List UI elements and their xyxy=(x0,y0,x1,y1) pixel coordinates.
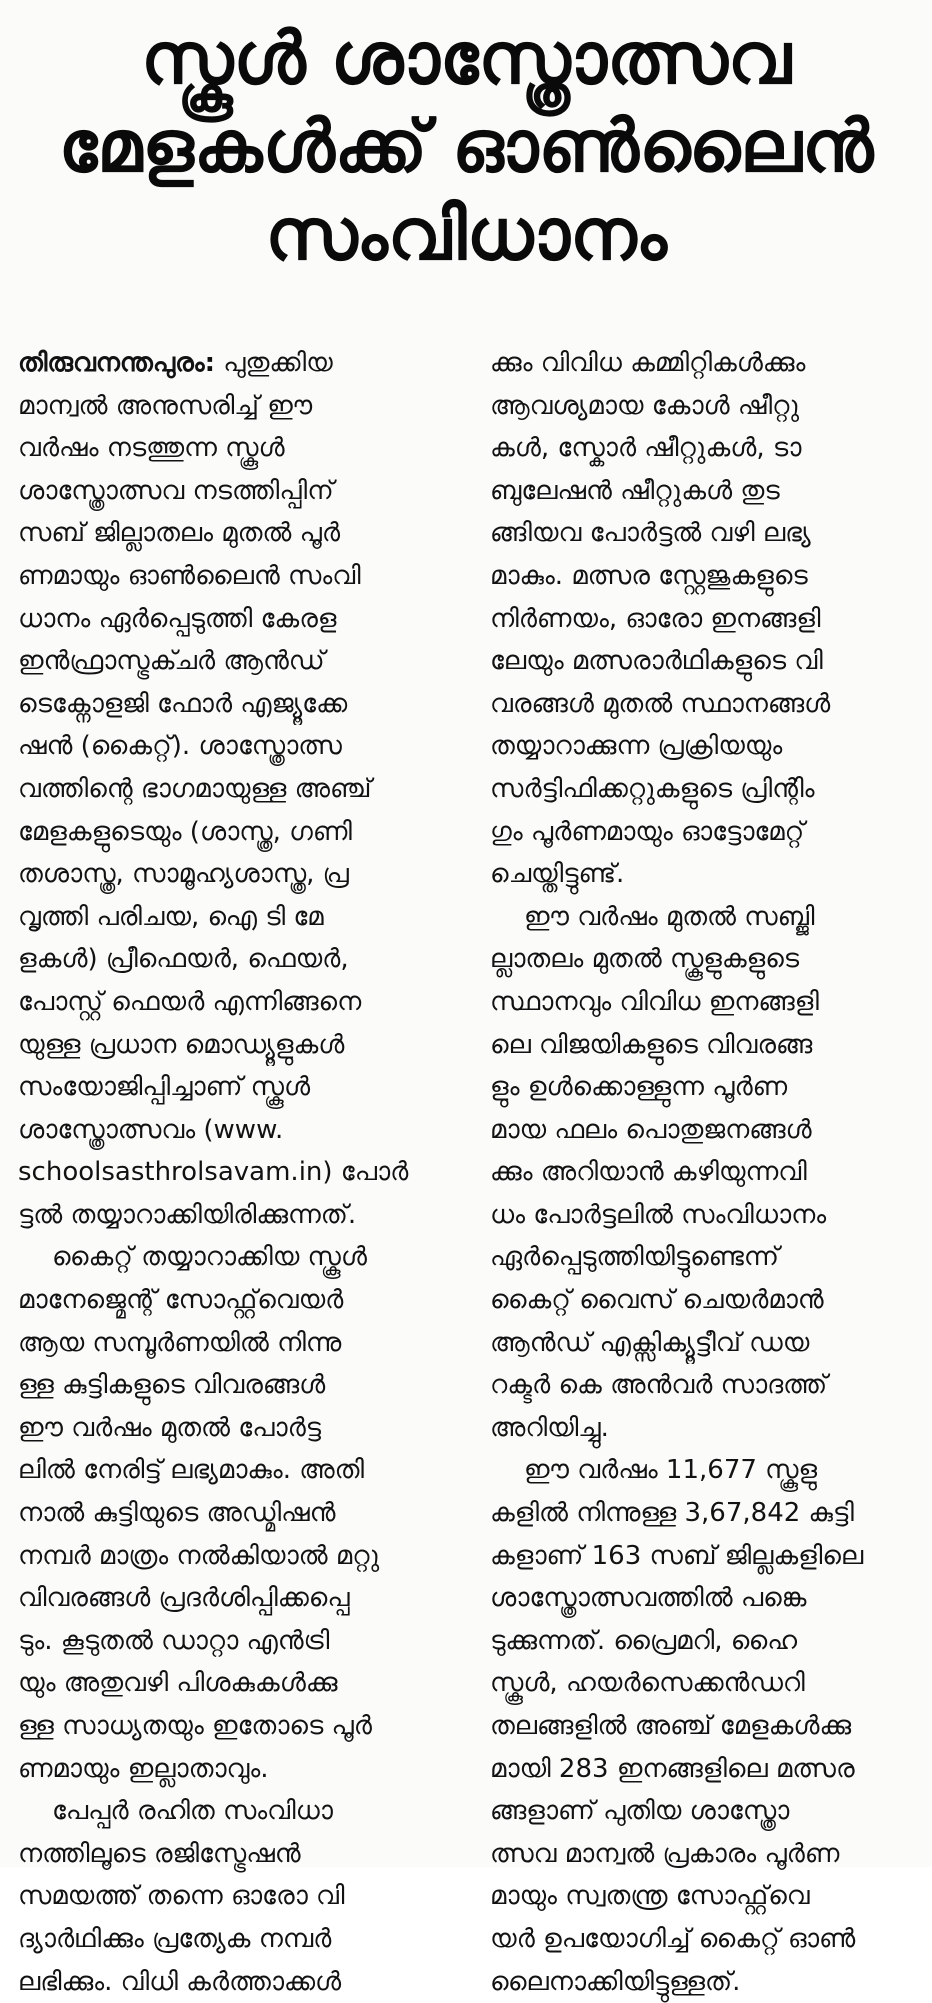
text-line: ക്കും വിവിധ കമ്മിറ്റികൾക്കും xyxy=(490,348,806,378)
text-line: ലൈനാക്കിയിട്ടുള്ളത്. xyxy=(490,1966,741,1997)
text-line: കളാണ് 163 സബ് ജില്ലകളിലെ xyxy=(490,1540,864,1571)
text-line: ഈ വർഷം മുതൽ പോർട്ട xyxy=(18,1412,322,1443)
text-line: ധാനം ഏർപ്പെടുത്തി കേരള xyxy=(18,603,337,634)
text-line: തശാസ്ത്ര, സാമൂഹ്യശാസ്ത്ര, പ്ര xyxy=(18,859,349,890)
text-line: ങ്ങിയവ പോർട്ടൽ വഴി ലഭ്യ xyxy=(490,518,811,549)
text-line: ദ്യാർഥിക്കും പ്രത്യേക നമ്പർ xyxy=(18,1923,332,1954)
text-line: ലേയും മത്സരാർഥികളുടെ വി xyxy=(490,646,823,677)
text-line: ളകൾ) പ്രീഫെയർ, ഫെയർ, xyxy=(18,944,349,975)
text-line: മായും സ്വതന്ത്ര സോഫ്റ്റ്‌വെ xyxy=(490,1881,810,1912)
text-line: വത്തിന്റെ ഭാഗമായുള്ള അഞ്ച് xyxy=(18,773,372,804)
text-line: ങ്ങളാണ് പുതിയ ശാസ്ത്രോ xyxy=(490,1796,790,1827)
text-line: ശാസ്ത്രോത്സവത്തിൽ പങ്കെ xyxy=(490,1583,807,1614)
text-line: ഇൻഫ്രാസ്ട്രക്ചർ ആൻഡ് xyxy=(18,646,325,677)
text-line: ണമായും ഇല്ലാതാവും. xyxy=(18,1753,269,1784)
text-line: വരങ്ങൾ മുതൽ സ്ഥാനങ്ങൾ xyxy=(490,688,831,719)
text-line: ഗും പൂർണമായും ഓട്ടോമേറ്റ് xyxy=(490,816,805,847)
text-line: ചെയ്തിട്ടുണ്ട്. xyxy=(490,859,625,890)
text-line: ലെ വിജയികളുടെ വിവരങ്ങ xyxy=(490,1029,813,1060)
text-line: സ്ഥാനവും വിവിധ ഇനങ്ങളി xyxy=(490,986,819,1017)
text-line: സംയോജിപ്പിച്ചാണ് സ്കൂൾ xyxy=(18,1072,311,1103)
text-line: വർഷം നടത്തുന്ന സ്കൂൾ xyxy=(18,433,285,464)
text-line: ലിൽ നേരിട്ട് ലഭ്യമാകും. അതി xyxy=(18,1455,364,1486)
article-paragraph xyxy=(18,1790,460,2003)
headline-line: സംവിധാനം xyxy=(265,192,667,276)
text-line: യും അതുവഴി പിശകുകൾക്കു xyxy=(18,1668,338,1699)
text-line: കൾ, സ്കോർ ഷീറ്റുകൾ, ടാ xyxy=(490,433,802,464)
text-line: ള്ള സാധ്യതയും ഇതോടെ പൂർ xyxy=(18,1711,372,1741)
text-line: തലങ്ങളിൽ അഞ്ച് മേളകൾക്കു xyxy=(490,1711,852,1741)
article-paragraph xyxy=(18,1236,460,1790)
article-paragraph xyxy=(490,342,915,896)
text-line: നാൽ കുട്ടിയുടെ അഡ്മിഷൻ xyxy=(18,1498,336,1529)
text-line: യർ ഉപയോഗിച്ച് കൈറ്റ് ഓൺ xyxy=(490,1923,856,1954)
text-line: ടെക്നോളജി ഫോർ എജ്യൂക്കേ xyxy=(18,688,348,719)
dateline: തിരുവനന്തപുരം: xyxy=(18,348,215,378)
headline xyxy=(20,14,912,278)
text-line: ള്ള കുട്ടികളുടെ വിവരങ്ങൾ xyxy=(18,1370,326,1401)
text-line: തയ്യാറാക്കുന്ന പ്രക്രിയയും xyxy=(490,731,783,762)
text-line: അറിയിച്ചു. xyxy=(490,1412,609,1443)
text-line: നിർണയം, ഓരോ ഇനങ്ങളി xyxy=(490,603,821,634)
text-line: ഷൻ (കൈറ്റ്). ശാസ്ത്രോത്സ xyxy=(18,731,342,762)
article-column-right xyxy=(490,342,915,2003)
text-line: നമ്പർ മാത്രം നൽകിയാൽ മറ്റു xyxy=(18,1540,380,1571)
text-line-rest: പുതുക്കിയ xyxy=(214,348,333,378)
text-line: സർട്ടിഫിക്കറ്റുകളുടെ പ്രിന്റിം xyxy=(490,773,815,804)
text-line: ത്സവ മാന്വൽ പ്രകാരം പൂർണ xyxy=(490,1838,840,1869)
text-line: മാനേജ്മെന്റ് സോഫ്റ്റ്‌വെയർ xyxy=(18,1285,344,1316)
text-line: ട്ടൽ തയ്യാറാക്കിയിരിക്കുന്നത്. xyxy=(18,1199,357,1230)
text-line: മേളകളുടെയും (ശാസ്ത്ര, ഗണി xyxy=(18,816,352,847)
text-line: റക്ടർ കെ അൻവർ സാദത്ത് xyxy=(490,1370,828,1401)
article-paragraph xyxy=(490,1449,915,2003)
text-line: വിവരങ്ങൾ പ്രദർശിപ്പിക്കപ്പെ xyxy=(18,1583,350,1614)
headline-line: സ്കൂൾ ശാസ്ത്രോത്സവ xyxy=(140,16,792,100)
text-line: ശാസ്ത്രോത്സവം (www. xyxy=(18,1114,284,1145)
text-line: schoolsasthrolsavam.in) പോർ xyxy=(18,1157,409,1188)
text-line: ടുക്കുന്നത്. പ്രൈമറി, ഹൈ xyxy=(490,1625,798,1656)
text-line: സമയത്ത് തന്നെ ഓരോ വി xyxy=(18,1881,345,1912)
article-paragraph xyxy=(490,896,915,1450)
text-line: കളിൽ നിന്നുള്ള 3,67,842 കുട്ടി xyxy=(490,1498,854,1529)
headline-line: മേളകൾക്ക് ഓൺലൈൻ xyxy=(58,104,874,188)
text-line: ഈ വർഷം 11,677 സ്കൂളു xyxy=(524,1455,818,1486)
text-line: ളും ഉൾക്കൊള്ളുന്ന പൂർണ xyxy=(490,1072,788,1103)
text-line: മായി 283 ഇനങ്ങളിലെ മത്സര xyxy=(490,1753,855,1784)
text-line: കൈറ്റ് തയ്യാറാക്കിയ സ്കൂൾ xyxy=(52,1242,367,1273)
article-column-left xyxy=(18,342,460,2003)
text-line: പോസ്റ്റ് ഫെയർ എന്നിങ്ങനെ xyxy=(18,986,362,1017)
text-line: സ്കൂൾ, ഹയർസെക്കൻഡറി xyxy=(490,1668,805,1699)
text-line: ല്ലാതലം മുതൽ സ്കൂളുകളുടെ xyxy=(490,944,800,975)
text-line: വൃത്തി പരിചയ, ഐ ടി മേ xyxy=(18,901,324,932)
text-line: പേപ്പർ രഹിത സംവിധാ xyxy=(52,1796,333,1827)
text-line: ആയ സമ്പൂർണയിൽ നിന്നു xyxy=(18,1327,342,1358)
text-line: യുള്ള പ്രധാന മൊഡ്യൂളുകൾ xyxy=(18,1029,345,1060)
text-line: മായ ഫലം പൊതുജനങ്ങൾ xyxy=(490,1114,812,1145)
text-line xyxy=(18,342,460,385)
text-line: ടും. കൂടുതൽ ഡാറ്റാ എൻട്രി xyxy=(18,1625,330,1656)
text-line: ക്കും അറിയാൻ കഴിയുന്നവി xyxy=(490,1157,807,1188)
text-line: ണമായും ഓൺലൈൻ സംവി xyxy=(18,560,361,591)
article-paragraph xyxy=(18,342,460,1236)
text-line: ഈ വർഷം മുതൽ സബ്ജി xyxy=(524,901,815,932)
text-line: ആവശ്യമായ കോൾ ഷീറ്റു xyxy=(490,390,800,421)
text-line: ആൻഡ് എക്സിക്യൂട്ടീവ് ഡയ xyxy=(490,1327,810,1358)
text-line: ഏർപ്പെടുത്തിയിട്ടുണ്ടെന്ന് xyxy=(490,1242,779,1273)
text-line: സബ് ജില്ലാതലം മുതൽ പൂർ xyxy=(18,518,341,549)
text-line: ധം പോർട്ടലിൽ സംവിധാനം xyxy=(490,1199,827,1230)
text-line: ശാസ്ത്രോത്സവ നടത്തിപ്പിന് xyxy=(18,475,334,506)
text-line: കൈറ്റ് വൈസ് ചെയർമാൻ xyxy=(490,1285,824,1316)
text-line: മാകും. മത്സര സ്റ്റേജുകളുടെ xyxy=(490,560,808,591)
text-line: നത്തിലൂടെ രജിസ്ട്രേഷൻ xyxy=(18,1838,301,1869)
text-line: ലഭിക്കും. വിധി കർത്താക്കൾ xyxy=(18,1966,342,1997)
text-line: ബുലേഷൻ ഷീറ്റുകൾ തുട xyxy=(490,475,780,506)
text-line: മാന്വൽ അനുസരിച്ച് ഈ xyxy=(18,390,313,421)
